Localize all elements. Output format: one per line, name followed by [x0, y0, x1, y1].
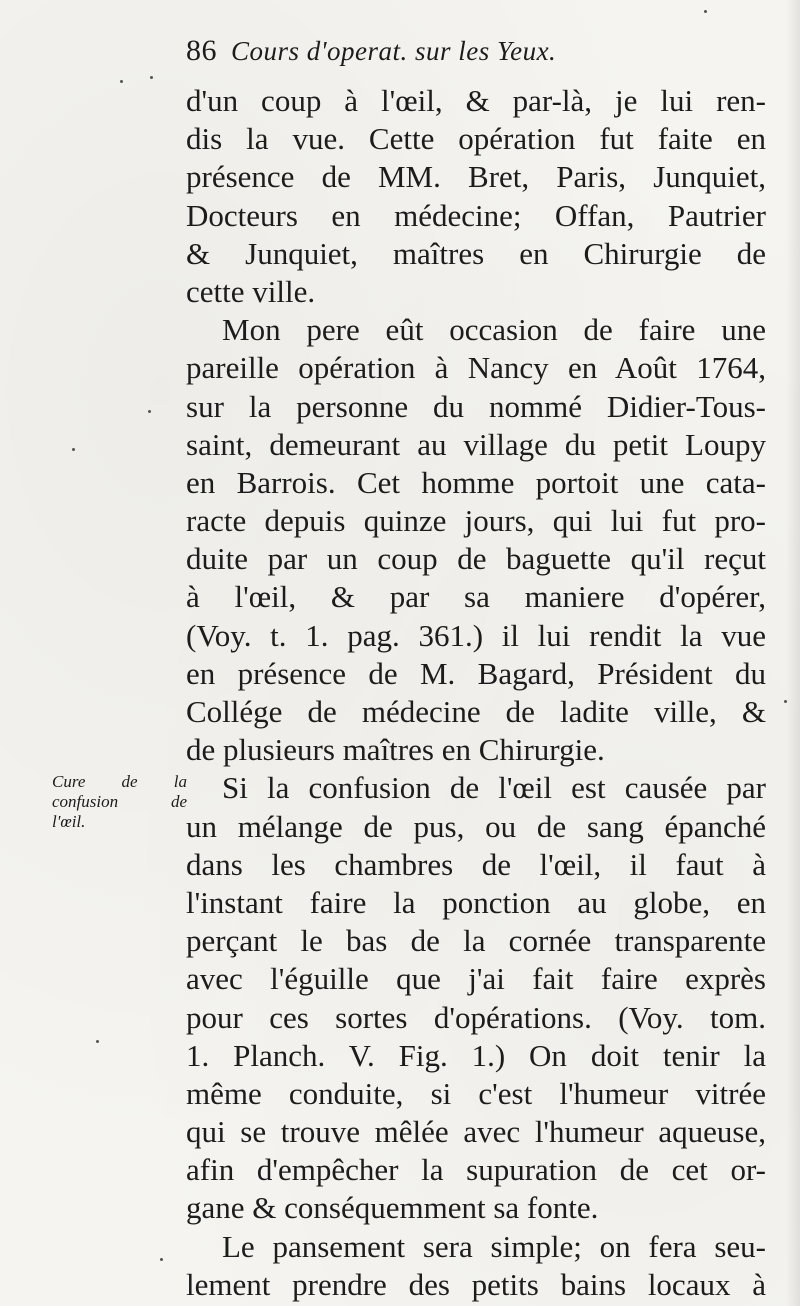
print-speck — [72, 448, 75, 451]
text-line: sur la personne du nommé Didier-Tous- — [186, 388, 766, 424]
print-speck — [160, 1258, 163, 1261]
running-header — [186, 34, 746, 76]
text-line: duite par un coup de baguette qu'il reçut — [186, 541, 766, 577]
text-line: pour ces sortes d'opérations. (Voy. tom. — [186, 999, 766, 1035]
text-line: en présence de M. Bagard, Président du — [186, 655, 766, 691]
text-line: racte depuis quinze jours, qui lui fut pro- — [186, 503, 766, 539]
text-line: qui se trouve mêlée avec l'humeur aqueuse, — [186, 1114, 766, 1150]
print-speck — [96, 1040, 99, 1043]
text-line: même conduite, si c'est l'humeur vitrée — [186, 1075, 766, 1111]
print-speck — [148, 410, 151, 413]
text-line: à l'œil, & par sa maniere d'opérer, — [186, 579, 766, 615]
text-line: présence de MM. Bret, Paris, Junquiet, — [186, 159, 766, 195]
margin-note-line: l'œil. — [52, 812, 86, 831]
text-line: Collége de médecine de ladite ville, & — [186, 694, 766, 729]
text-line: un mélange de pus, ou de sang épanché — [186, 808, 766, 844]
text-line: cette ville. — [186, 273, 316, 309]
text-line: en Barrois. Cet homme portoit une cata- — [186, 464, 766, 500]
text-line: & Junquiet, maîtres en Chirurgie de — [186, 235, 766, 271]
body-text — [186, 82, 766, 1304]
text-line: l'instant faire la ponction au globe, en — [186, 884, 766, 920]
text-line: Mon pere eût occasion de faire une — [222, 312, 766, 348]
print-speck — [784, 700, 787, 703]
print-speck — [704, 10, 707, 13]
text-line: afin d'empêcher la supuration de cet or- — [186, 1152, 766, 1188]
print-speck — [120, 80, 123, 83]
text-line: Le pansement sera simple; on fera seu- — [222, 1228, 766, 1264]
text-line: d'un coup à l'œil, & par-là, je lui ren- — [186, 83, 766, 118]
text-line: pareille opération à Nancy en Août 1764, — [186, 350, 766, 386]
text-line: saint, demeurant au village du petit Loupy — [186, 426, 766, 462]
text-line: de plusieurs maîtres en Chirurgie. — [186, 732, 605, 768]
text-line: Si la confusion de l'œil est causée par — [222, 770, 766, 806]
page-edge-shadow — [786, 0, 800, 1306]
text-line: gane & conséquemment sa fonte. — [186, 1190, 599, 1226]
text-line: dans les chambres de l'œil, il faut à — [186, 846, 766, 882]
margin-note-line: confusion de — [52, 792, 187, 811]
text-line: lement prendre des petits bains locaux à — [186, 1266, 766, 1302]
text-line: 1. Planch. V. Fig. 1.) On doit tenir la — [186, 1037, 766, 1073]
text-line: dis la vue. Cette opération fut faite en — [186, 121, 766, 157]
text-line: avec l'éguille que j'ai fait faire exprès — [186, 961, 766, 997]
running-title: Cours d'operat. sur les Yeux. — [231, 36, 557, 66]
page-number: 86 — [186, 34, 217, 67]
margin-note — [52, 772, 187, 832]
text-line: (Voy. t. 1. pag. 361.) il lui rendit la vue — [186, 617, 766, 653]
text-line: perçant le bas de la cornée transparente — [186, 923, 766, 959]
margin-note-line: Cure de la — [52, 772, 187, 791]
text-line: Docteurs en médecine; Offan, Pautrier — [186, 197, 766, 233]
print-speck — [150, 76, 153, 79]
